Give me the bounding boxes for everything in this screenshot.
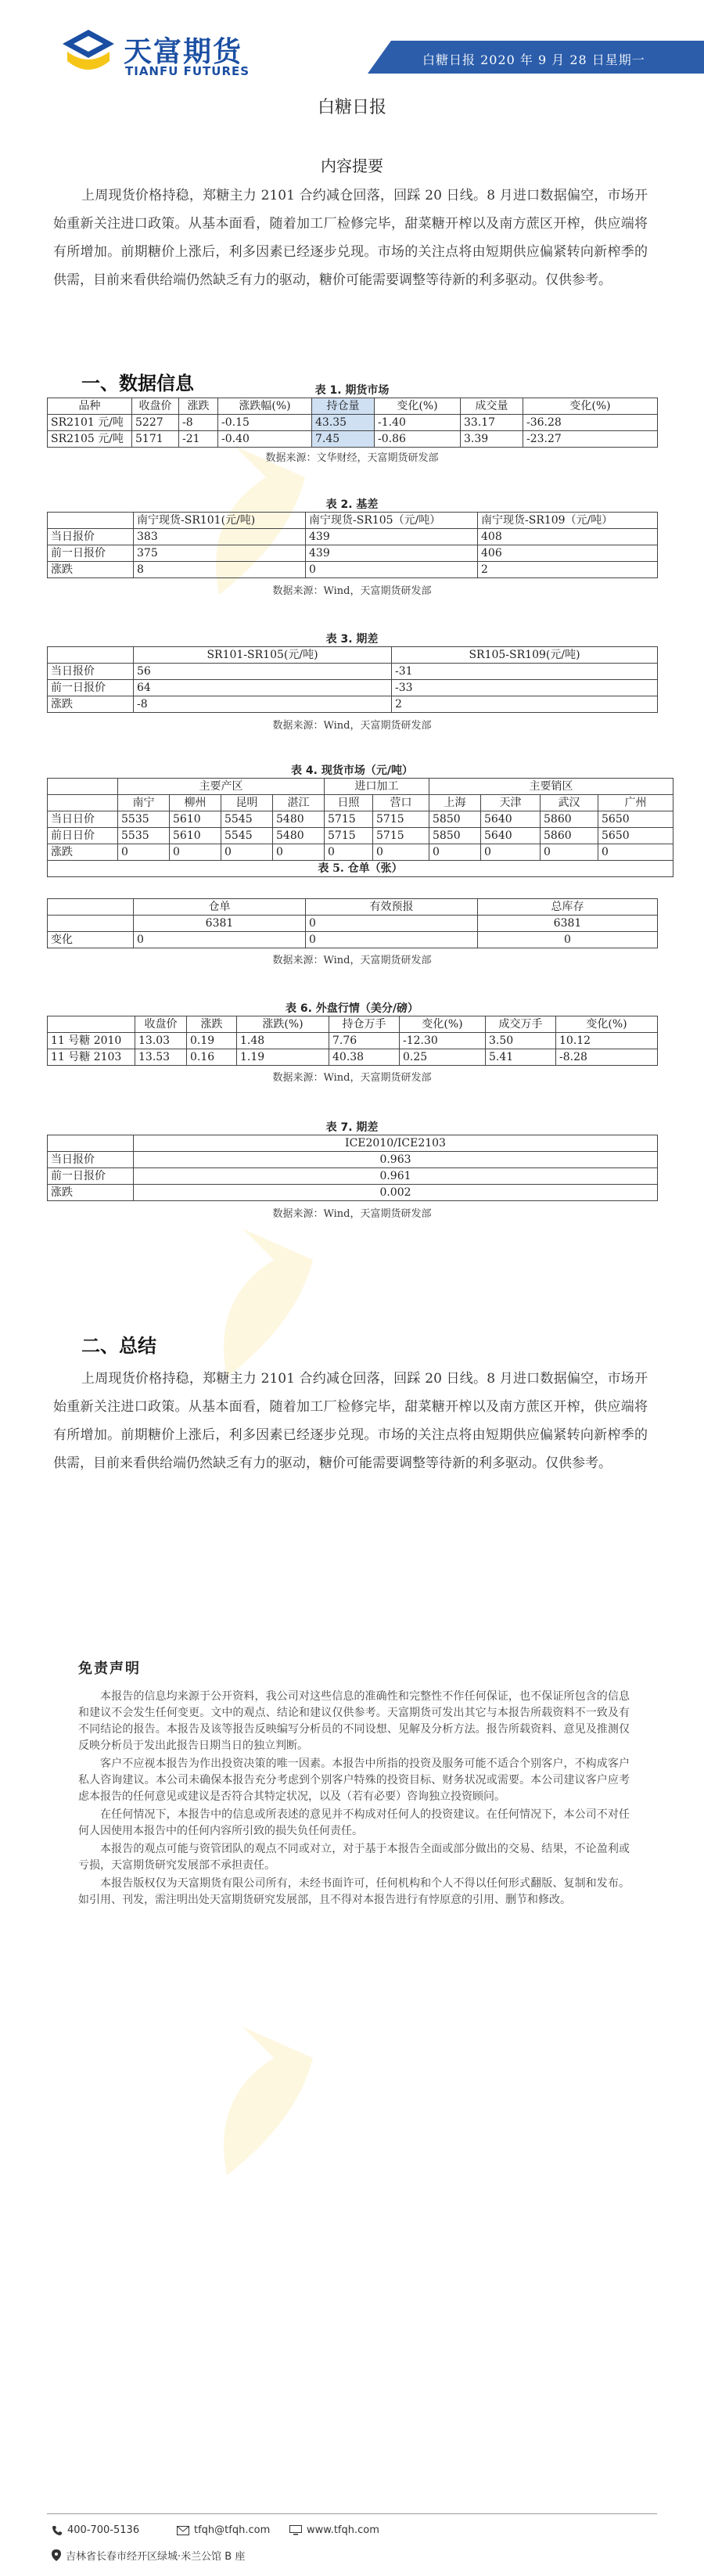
table-row [48,1033,658,1049]
logo [61,28,116,78]
spread-table [47,646,658,713]
table-row [48,1049,658,1066]
table-cell: -23.27 [523,431,658,448]
table-header-row [48,398,658,415]
table-cell: 2 [478,562,658,578]
table-cell: -12.30 [400,1033,486,1049]
table-cell: 5535 [118,828,170,844]
table-header-cell: 南宁现货-SR109（元/吨） [478,513,658,529]
table-header-cell: 昆明 [221,795,273,811]
address-text: 吉林省长春市经开区绿城·米兰公馆 B 座 [66,2551,246,2563]
table-header-row [48,513,658,529]
disclaimer-heading: 免责声明 [78,1660,141,1677]
table-cell: 406 [478,545,658,562]
table-cell: 当日报价 [48,1152,134,1168]
table-header-cell: 上海 [429,795,481,811]
table-header-cell: 收盘价 [135,1016,187,1033]
section-heading: 一、数据信息 [81,372,194,394]
table-header-cell: 涨跌幅(%) [218,398,312,415]
table-cell: 2 [392,696,658,713]
monitor-icon [289,2525,302,2535]
table-row [48,828,673,844]
table-cell: -36.28 [523,415,658,431]
table-cell: 5850 [429,828,481,844]
watermark-logo-icon [180,1941,462,2222]
table-header-cell: ICE2010/ICE2103 [134,1135,658,1152]
table-caption: 表 4. 现货市场（元/吨） [291,765,413,777]
table-header-cell: 品种 [48,398,132,415]
table-cell: 6381 [478,916,658,932]
table-row [48,844,673,861]
table-header-cell: 天津 [481,795,541,811]
table-cell: 涨跌 [48,844,118,861]
table-cell: 5.41 [486,1049,556,1066]
table-cell: 5715 [325,828,373,844]
table-cell: 0 [118,844,170,861]
table-cell: 涨跌 [48,1185,134,1201]
disclaimer-paragraph: 客户不应视本报告为作出投资决策的唯一因素。本报告中所指的投资及服务可能不适合个别客户，不构成客户私人咨询建议。本公司未确保本报告充分考虑到个别客户特殊的投资目标、财务状况或需要。本公司建议客户应考虑本报告的任何意见或建议是否符合其特定状况，以及（若有必要）咨询独立投资顾问。 [78,1758,630,1803]
table-header-row [48,1135,658,1152]
table-caption: 表 2. 基差 [325,498,379,511]
table-header-row [48,899,658,916]
table-cell: 408 [478,529,658,545]
table-header-cell: 成交量 [461,398,523,415]
table-header-cell [48,513,134,529]
table-cell: 0 [373,844,429,861]
table-cell: 0.25 [400,1049,486,1066]
table-cell: -8.28 [556,1049,658,1066]
table-cell: 7.45 [312,431,375,448]
table-cell: 1.48 [237,1033,329,1049]
table-source: 数据来源：Wind，天富期货研发部 [272,720,432,732]
table-source: 数据来源：Wind，天富期货研发部 [272,585,432,597]
table-source: 数据来源：文华财经，天富期货研发部 [265,452,439,464]
table-header-cell: 持仓量 [312,398,375,415]
table-cell: 5227 [132,415,179,431]
table-row [48,562,658,578]
table-cell: 前一日报价 [48,680,134,696]
table-cell: 5640 [481,828,541,844]
overseas-market-table [47,1016,658,1066]
table-cell: SR2101 元/吨 [48,415,132,431]
table-cell: 前一日报价 [48,1168,134,1185]
section-heading: 二、总结 [81,1335,156,1357]
table-header-cell: 南宁现货-SR101(元/吨) [134,513,306,529]
table-row [48,415,658,431]
table-header-cell: 涨跌(%) [237,1016,329,1033]
table-cell: 13.03 [135,1033,187,1049]
table-cell: 0 [306,932,478,948]
table-header-cell: 涨跌 [187,1016,237,1033]
footer-website[interactable] [289,2524,379,2536]
table-cell: 5545 [221,828,273,844]
table-cell: 0.963 [134,1152,658,1168]
table-cell: 10.12 [556,1033,658,1049]
table-header-cell: 南宁 [118,795,170,811]
table-cell: 439 [306,529,478,545]
table-header-cell: 总库存 [478,899,658,916]
table-cell: 5545 [221,811,273,828]
table-row [48,916,658,932]
table-cell: 0 [134,932,306,948]
disclaimer-paragraph: 本报告的观点可能与资管团队的观点不同或对立，对于基于本报告全面或部分做出的交易、结果，不论盈利或亏损，天富期货研究发展部不承担责任。 [78,1843,630,1872]
table-cell: 56 [134,664,392,680]
phone-icon [52,2525,63,2536]
email-address[interactable]: tfqh@tfqh.com [194,2524,271,2536]
table-cell: -33 [392,680,658,696]
table-header-cell: 日照 [325,795,373,811]
table-caption: 表 3. 期差 [325,633,379,646]
tianfu-logo-icon [61,28,116,78]
table-caption: 表 7. 期差 [325,1121,379,1134]
table-cell: 5171 [132,431,179,448]
summary-heading: 内容提要 [321,157,383,175]
mail-icon [177,2526,189,2535]
table-row [48,680,658,696]
table-cell: 3.50 [486,1033,556,1049]
table-header-cell: 成交万手 [486,1016,556,1033]
table-cell: 7.76 [329,1033,400,1049]
table-cell: 0 [221,844,273,861]
table-header-cell: 武汉 [541,795,598,811]
table-header-cell: 变化(%) [523,398,658,415]
table-cell: 5650 [598,811,673,828]
table-cell: 1.19 [237,1049,329,1066]
table-header-cell: 广州 [598,795,673,811]
table-cell: 0.16 [187,1049,237,1066]
conclusion-text: 上周现货价格持稳，郑糖主力 2101 合约减仓回落，回踩 20 日线。8 月进口数据偏空，市场开始重新关注进口政策。从基本面看，随着加工厂检修完毕，甜菜糖开榨以及南方蔗区开榨，供应端将有所增加。前期糖价上涨后，利多因素已经逐步兑现。市场的关注点将由短期供应偏紧转向新榨季的供需，目前来看供给端仍然缺乏有力的驱动，糖价可能需要调整等待新的利多驱动。仅供参考。 [53,1371,648,1471]
logo-name-cn: 天富期货 [124,36,243,68]
basis-table [47,512,658,578]
table-header-row [48,779,673,795]
table-row [48,545,658,562]
table-row [48,696,658,713]
table-cell: 5860 [541,828,598,844]
table-cell: 5715 [325,811,373,828]
table-header-cell: 变化(%) [375,398,461,415]
page-title: 白糖日报 [317,98,386,117]
table-header-cell: 变化(%) [400,1016,486,1033]
table-cell: 5715 [373,811,429,828]
table-cell: 0.961 [134,1168,658,1185]
table-cell: 0 [170,844,221,861]
spot-market-table [47,778,673,877]
table-cell: 383 [134,529,306,545]
website-link[interactable]: www.tfqh.com [307,2524,379,2536]
table-cell: 33.17 [461,415,523,431]
table-cell: -0.15 [218,415,312,431]
location-pin-icon [52,2549,61,2561]
table-header-cell: 柳州 [170,795,221,811]
table-cell: -0.40 [218,431,312,448]
table-row [48,1185,658,1201]
futures-table [47,398,658,448]
summary-text: 上周现货价格持稳，郑糖主力 2101 合约减仓回落，回踩 20 日线。8 月进口数据偏空，市场开始重新关注进口政策。从基本面看，随着加工厂检修完毕，甜菜糖开榨以及南方蔗区开榨，供应端将有所增加。前期糖价上涨后，利多因素已经逐步兑现。市场的关注点将由短期供应偏紧转向新榨季的供需，目前来看供给端仍然缺乏有力的驱动，糖价可能需要调整等待新的利多驱动。仅供参考。 [53,188,648,288]
table-caption-row [48,861,673,877]
table-cell: 6381 [134,916,306,932]
footer-phone [52,2524,139,2536]
table-cell: 0 [598,844,673,861]
table-source: 数据来源：Wind，天富期货研发部 [272,1072,432,1084]
table-cell: 0.19 [187,1033,237,1049]
table-cell: 涨跌 [48,696,134,713]
table-cell: 5480 [273,828,325,844]
table-header-cell: 变化(%) [556,1016,658,1033]
warehouse-receipt-table [47,898,658,948]
table-header-cell: 持仓万手 [329,1016,400,1033]
table-row [48,431,658,448]
table-cell: 11 号糖 2103 [48,1049,135,1066]
footer-email[interactable] [177,2524,270,2536]
table-cell: 当日报价 [48,664,134,680]
table-header-cell: 湛江 [273,795,325,811]
table-cell: -8 [179,415,218,431]
table-cell: -0.86 [375,431,461,448]
table-header-cell [48,647,134,664]
table-cell: 13.53 [135,1049,187,1066]
table-header-row [48,1016,658,1033]
table-cell: 5715 [373,828,429,844]
table-group-header: 进口加工 [325,779,429,795]
table-row [48,811,673,828]
table-header-row [48,795,673,811]
table-header-cell [48,899,134,916]
table-cell: 当日报价 [48,529,134,545]
table-cell: 43.35 [312,415,375,431]
table-header-cell: 南宁现货-SR105（元/吨） [306,513,478,529]
table-header-cell: 有效预报 [306,899,478,916]
footer-address [52,2548,245,2563]
table-cell: 375 [134,545,306,562]
table-cell: 涨跌 [48,562,134,578]
table-caption: 表 1. 期货市场 [314,384,390,397]
table-cell: 64 [134,680,392,696]
table-group-header: 主要销区 [429,779,673,795]
table-cell: 0 [478,932,658,948]
disclaimer-body [78,1689,630,1909]
ice-spread-table [47,1135,658,1201]
table-cell: 变化 [48,932,134,948]
table-cell: -31 [392,664,658,680]
table-cell: 0 [541,844,598,861]
table-cell: 8 [134,562,306,578]
table-cell: 11 号糖 2010 [48,1033,135,1049]
table-cell: 0 [429,844,481,861]
table-cell: 0 [325,844,373,861]
table-cell: 5850 [429,811,481,828]
table-source: 数据来源：Wind，天富期货研发部 [272,955,432,966]
watermark-logo [180,1941,462,2225]
table-cell [48,916,134,932]
table-header-cell: SR105-SR109(元/吨) [392,647,658,664]
table-cell: SR2105 元/吨 [48,431,132,448]
footer-divider [47,2513,657,2514]
table-row [48,664,658,680]
phone-number: 400-700-5136 [67,2524,140,2536]
table-cell: 5640 [481,811,541,828]
table-cell: 3.39 [461,431,523,448]
table-cell: 5650 [598,828,673,844]
table-row [48,529,658,545]
disclaimer-paragraph: 本报告的信息均来源于公开资料，我公司对这些信息的准确性和完整性不作任何保证，也不保证所包含的信息和建议不会发生任何变更。文中的观点、结论和建议仅供参考。天富期货可发出其它与本报告所载资料不一致及有不同结论的报告。本报告及该等报告反映编写分析员的不同设想、见解及分析方法。报告所载资料、意见及推测仅反映分析员于发出此报告日期当日的独立判断。 [78,1690,630,1752]
table-cell: -21 [179,431,218,448]
table-cell: 5535 [118,811,170,828]
table-cell: 0 [273,844,325,861]
table-cell: 0 [481,844,541,861]
table-header-cell [48,1016,135,1033]
report-date: 白糖日报 2020 年 9 月 28 日星期一 [422,52,645,67]
table-cell: -1.40 [375,415,461,431]
table-group-header: 主要产区 [118,779,325,795]
table-row [48,1168,658,1185]
table-header-cell: SR101-SR105(元/吨) [134,647,392,664]
table-cell: 40.38 [329,1049,400,1066]
disclaimer-paragraph: 本报告版权仅为天富期货有限公司所有，未经书面许可，任何机构和个人不得以任何形式翻版、复制和发布。如引用、刊发，需注明出处天富期货研究发展部，且不得对本报告进行有悖原意的引用、删节和修改。 [78,1877,630,1906]
table-row [48,932,658,948]
table-cell: 5860 [541,811,598,828]
table-cell: 当日日价 [48,811,118,828]
table-header-cell [48,1135,134,1152]
table-cell: -8 [134,696,392,713]
table-cell: 0.002 [134,1185,658,1201]
table-cell: 前一日报价 [48,545,134,562]
table-cell: 前日日价 [48,828,118,844]
table-cell: 439 [306,545,478,562]
table-header-cell: 仓单 [134,899,306,916]
table-header-cell: 涨跌 [179,398,218,415]
table-caption: 表 5. 仓单（张） [48,861,673,877]
table-row [48,1152,658,1168]
table-cell: 0 [306,916,478,932]
disclaimer-paragraph: 在任何情况下，本报告中的信息或所表述的意见并不构成对任何人的投资建议。在任何情况下，本公司不对任何人因使用本报告中的任何内容所引致的损失负任何责任。 [78,1808,630,1837]
table-caption: 表 6. 外盘行情（美分/磅） [286,1002,418,1015]
logo-name-en: TIANFU FUTURES [125,64,250,78]
table-header-row [48,647,658,664]
table-cell: 5610 [170,828,221,844]
table-header-cell: 收盘价 [132,398,179,415]
table-cell: 5480 [273,811,325,828]
table-source: 数据来源：Wind，天富期货研发部 [272,1208,432,1220]
table-cell: 0 [306,562,478,578]
table-cell: 5610 [170,811,221,828]
table-header-cell: 营口 [373,795,429,811]
